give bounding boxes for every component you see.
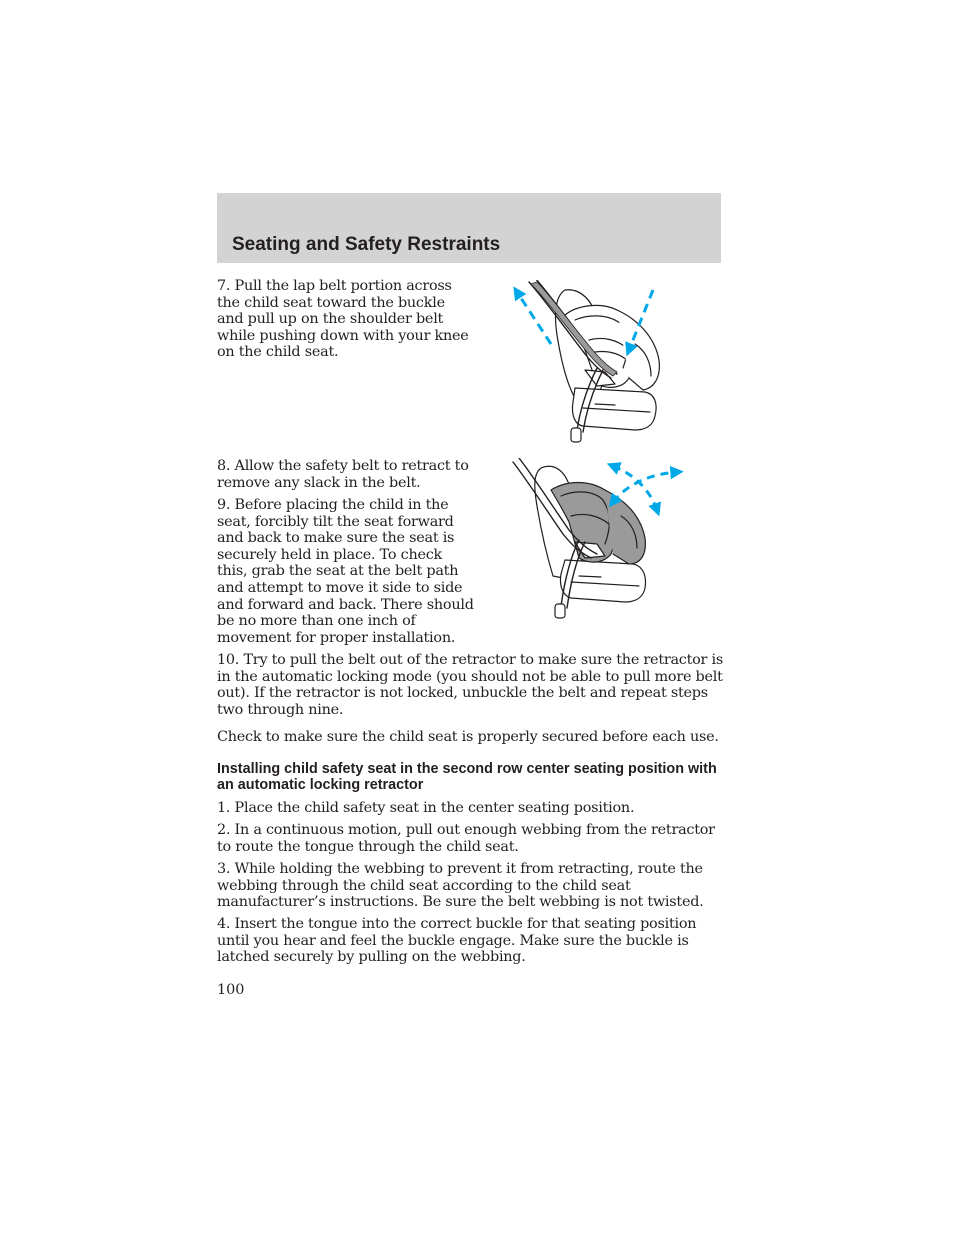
section-step-3: 3. While holding the webbing to prevent it from retracting, route the webbing through the child seat according to the child seat manufacturer’s instructions. Be sure the belt webbing is not twisted.	[217, 861, 704, 911]
child-seat-belt-tighten-illustration	[505, 280, 670, 445]
page-number: 100	[217, 982, 245, 998]
section-title: Seating and Safety Restraints	[232, 234, 501, 255]
check-note-text: Check to make sure the child seat is properly secured before each use.	[217, 729, 719, 745]
child-seat-tilt-check-illustration	[505, 458, 685, 628]
step-10-text: 10. Try to pull the belt out of the retractor to make sure the retractor is in the automatic locking mode (you should not be able to pull more belt out). If the retractor is not locked, unbuckle the belt and repeat steps two through nine.	[217, 652, 724, 718]
step-8-text: 8. Allow the safety belt to retract to remove any slack in the belt.	[217, 458, 469, 491]
section-step-1: 1. Place the child safety seat in the center seating position.	[217, 800, 635, 816]
section-header-band	[217, 193, 721, 263]
section-step-2: 2. In a continuous motion, pull out enough webbing from the retractor to route the tongue through the child seat.	[217, 822, 715, 855]
step-9-text: 9. Before placing the child in the seat, forcibly tilt the seat forward and back to make sure the seat is securely held in place. To check this, grab the seat at the belt path and attempt to move it side to side and forward and back. There should be no more than one inch of movement for proper installation.	[217, 497, 474, 646]
section-subheading: Installing child safety seat in the second row center seating position with an automatic locking retractor	[217, 761, 717, 794]
section-step-4: 4. Insert the tongue into the correct buckle for that seating position until you hear and feel the buckle engage. Make sure the buckle is latched securely by pulling on the webbing.	[217, 916, 697, 966]
step-7-text: 7. Pull the lap belt portion across the child seat toward the buckle and pull up on the shoulder belt while pushing down with your knee on the child seat.	[217, 278, 469, 361]
